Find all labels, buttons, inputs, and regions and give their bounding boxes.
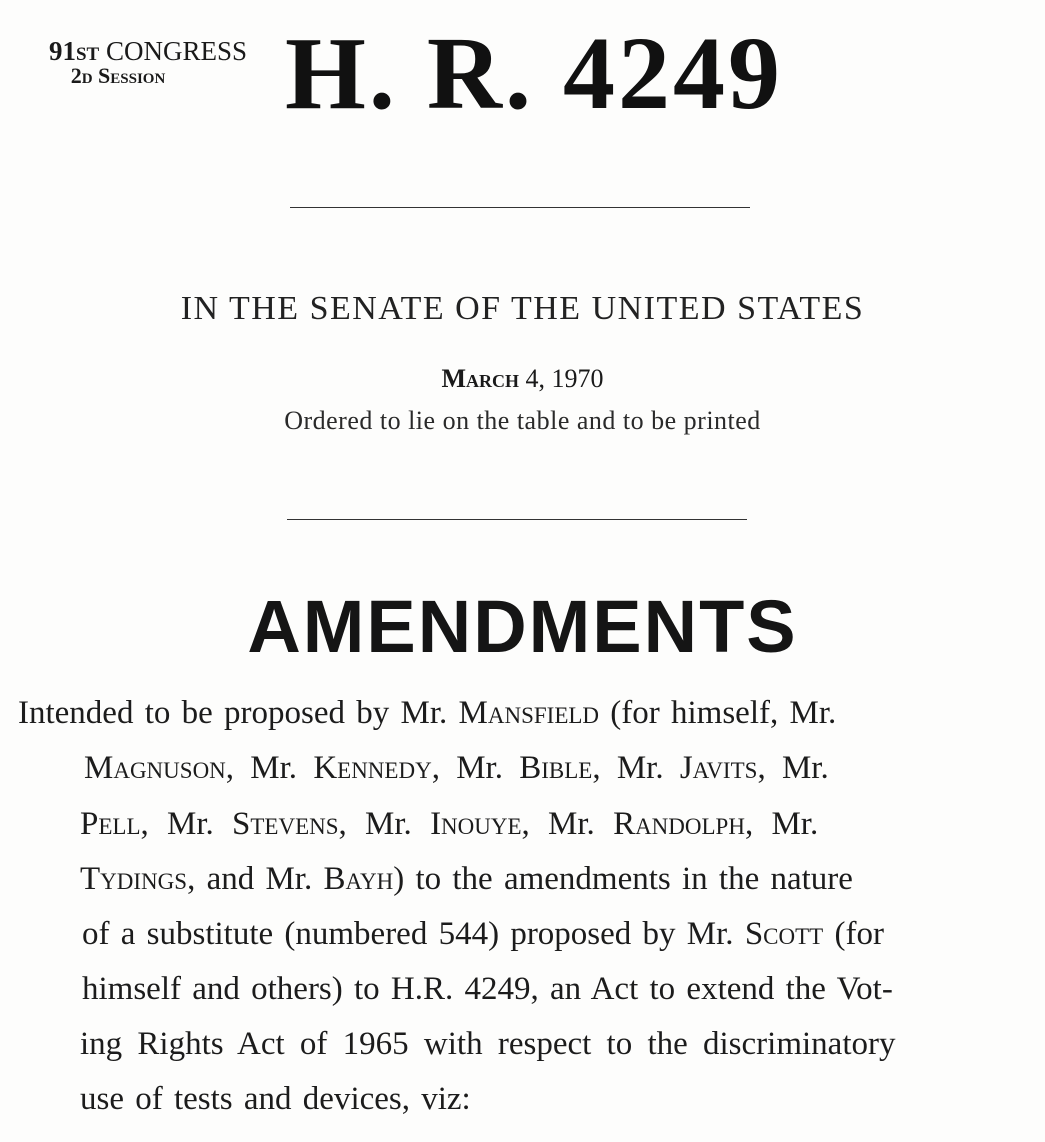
document-heading: AMENDMENTS bbox=[247, 585, 798, 668]
date-day-year: 4, 1970 bbox=[525, 364, 604, 393]
sponsor-name: Scott bbox=[744, 916, 824, 952]
body-line bbox=[80, 808, 818, 841]
congress-number: 91st bbox=[48, 36, 100, 66]
body-line bbox=[82, 918, 884, 951]
divider-rule bbox=[287, 519, 747, 520]
body-line bbox=[80, 863, 853, 896]
session-label: 2d Session bbox=[70, 63, 166, 88]
body-text-segment: (for himself, Mr. bbox=[599, 695, 837, 731]
sponsor-name: Javits bbox=[679, 750, 758, 786]
body-text-segment: , Mr. bbox=[592, 750, 680, 786]
body-text-segment: , Mr. bbox=[757, 750, 829, 786]
congress-label: CONGRESS bbox=[105, 36, 248, 66]
body-text-segment: (for bbox=[823, 916, 884, 952]
body-text-segment: , Mr. bbox=[338, 806, 431, 842]
body-text-segment: himself and others) to H.R. 4249, an Act to extend the Vot- bbox=[82, 971, 893, 1007]
body-line bbox=[84, 752, 829, 785]
sponsor-name: Magnuson bbox=[84, 750, 226, 786]
body-text-segment: , Mr. bbox=[225, 750, 314, 786]
body-text-segment: ing Rights Act of 1965 with respect to the discriminatory bbox=[80, 1026, 896, 1062]
body-line bbox=[80, 1028, 895, 1061]
body-text-segment: , Mr. bbox=[431, 750, 520, 786]
sponsor-name: Randolph bbox=[613, 806, 745, 842]
date-line bbox=[0, 364, 1045, 394]
body-text-segment: , Mr. bbox=[521, 806, 614, 842]
body-text-segment: , Mr. bbox=[744, 806, 819, 842]
sponsor-name: Mansfield bbox=[458, 695, 600, 731]
chamber-title: IN THE SENATE OF THE UNITED STATES bbox=[180, 290, 865, 327]
body-line bbox=[80, 1083, 471, 1116]
congress-session-label bbox=[28, 38, 268, 87]
body-text-segment: , Mr. bbox=[140, 806, 233, 842]
body-text-segment: , and Mr. bbox=[187, 861, 324, 897]
sponsor-name: Tydings bbox=[80, 861, 188, 897]
sponsor-name: Pell bbox=[80, 806, 141, 842]
body-line bbox=[18, 697, 836, 730]
congress-line bbox=[28, 38, 268, 65]
sponsor-name: Kennedy bbox=[313, 750, 432, 786]
body-line bbox=[82, 973, 893, 1006]
sponsor-name: Stevens bbox=[232, 806, 339, 842]
bill-number: H. R. 4249 bbox=[285, 16, 783, 131]
order-note: Ordered to lie on the table and to be printed bbox=[284, 406, 761, 435]
sponsor-name: Inouye bbox=[430, 806, 522, 842]
body-text-segment: Intended to be proposed by Mr. bbox=[18, 695, 459, 731]
date-month: March bbox=[441, 364, 520, 393]
body-text-segment: of a substitute (numbered 544) proposed by Mr. bbox=[82, 916, 745, 952]
body-text-segment: ) to the amendments in the nature bbox=[393, 861, 853, 897]
sponsor-name: Bayh bbox=[323, 861, 394, 897]
divider-rule bbox=[290, 207, 750, 208]
sponsor-name: Bible bbox=[519, 750, 593, 786]
body-text-segment: use of tests and devices, viz: bbox=[80, 1081, 471, 1117]
